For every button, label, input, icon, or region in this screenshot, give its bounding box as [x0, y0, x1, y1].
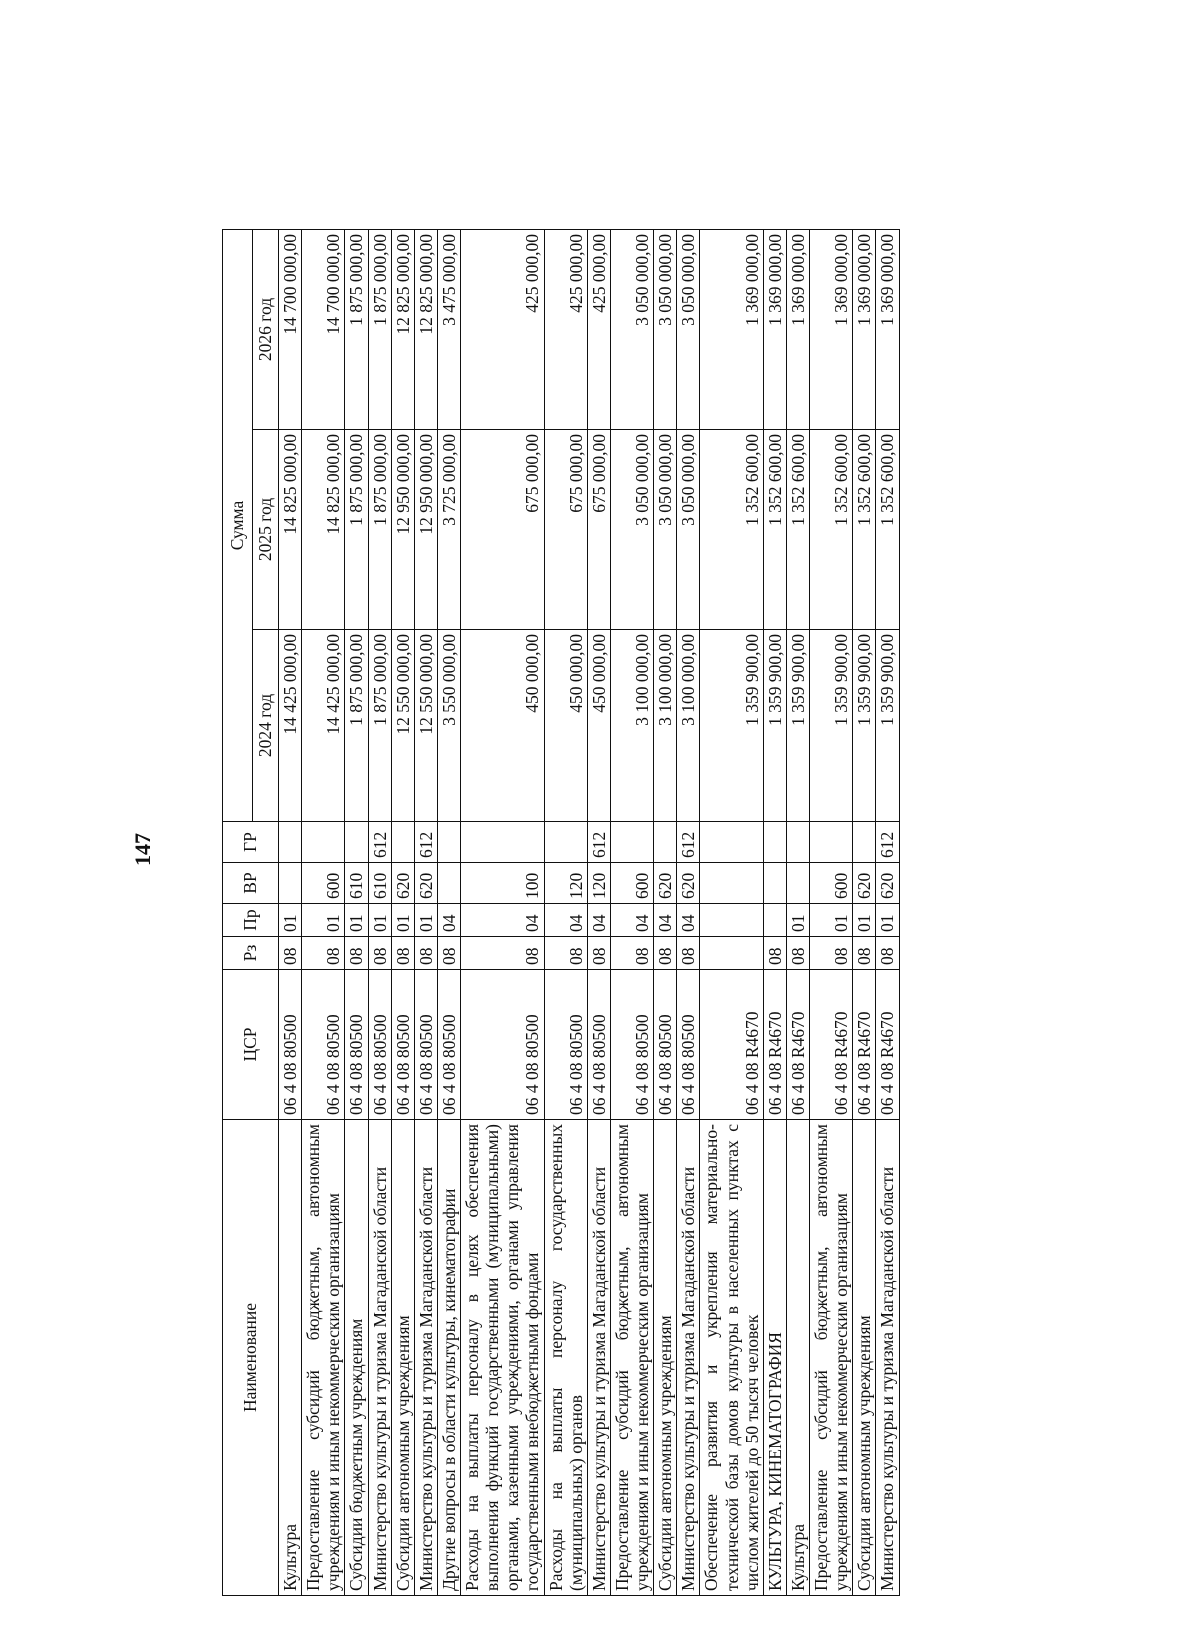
cell-rz: 08 — [853, 937, 876, 970]
cell-2024: 1 875 000,00 — [345, 630, 368, 822]
cell-2026: 12 825 000,00 — [391, 229, 414, 429]
cell-rz: 08 — [391, 937, 414, 970]
cell-pr: 04 — [654, 904, 677, 937]
cell-vr: 100 — [461, 863, 545, 904]
cell-rz: 08 — [876, 937, 899, 970]
cell-name: Культура — [279, 1120, 302, 1596]
cell-2026: 425 000,00 — [544, 229, 587, 429]
cell-pr: 01 — [391, 904, 414, 937]
cell-csr: 06 4 08 R4670 — [853, 970, 876, 1120]
table-row — [654, 229, 677, 1595]
cell-name: Министерство культуры и туризма Магаданской области — [876, 1120, 899, 1596]
cell-pr — [700, 904, 763, 937]
cell-vr: 620 — [876, 863, 899, 904]
cell-vr: 620 — [654, 863, 677, 904]
cell-vr: 120 — [544, 863, 587, 904]
cell-2026: 14 700 000,00 — [302, 229, 345, 429]
cell-2026: 3 050 000,00 — [610, 229, 653, 429]
cell-vr: 600 — [810, 863, 853, 904]
cell-2024: 1 359 900,00 — [786, 630, 809, 822]
cell-rz: 08 — [437, 937, 460, 970]
cell-2025: 1 352 600,00 — [700, 430, 763, 630]
cell-csr: 06 4 08 R4670 — [810, 970, 853, 1120]
cell-rz: 08 — [810, 937, 853, 970]
cell-2025: 3 050 000,00 — [677, 430, 700, 630]
cell-2024: 1 359 900,00 — [810, 630, 853, 822]
cell-gr — [610, 822, 653, 863]
cell-2026: 1 369 000,00 — [763, 229, 786, 429]
cell-pr: 01 — [786, 904, 809, 937]
cell-pr: 04 — [437, 904, 460, 937]
cell-gr: 612 — [677, 822, 700, 863]
cell-rz: 08 — [279, 937, 302, 970]
cell-vr: 600 — [610, 863, 653, 904]
cell-rz — [700, 937, 763, 970]
cell-csr: 06 4 08 R4670 — [700, 970, 763, 1120]
cell-csr: 06 4 08 80500 — [461, 970, 545, 1120]
cell-rz: 08 — [786, 937, 809, 970]
cell-csr: 06 4 08 80500 — [437, 970, 460, 1120]
cell-gr — [345, 822, 368, 863]
cell-2026: 14 700 000,00 — [279, 229, 302, 429]
cell-2024: 1 359 900,00 — [853, 630, 876, 822]
header-vr: ВР — [223, 863, 279, 904]
cell-csr: 06 4 08 80500 — [654, 970, 677, 1120]
cell-pr: 01 — [853, 904, 876, 937]
cell-2025: 3 725 000,00 — [437, 430, 460, 630]
header-rz: Рз — [223, 937, 279, 970]
table-row — [461, 229, 545, 1595]
cell-vr: 620 — [414, 863, 437, 904]
cell-2024: 1 359 900,00 — [700, 630, 763, 822]
table-row — [368, 229, 391, 1595]
cell-2024: 14 425 000,00 — [279, 630, 302, 822]
cell-name: Расходы на выплаты персоналу в целях обеспечения выполнения функций государственными (муниципальными) органами, казенными учреждениями, органами управления государственными внебюджетными фондами — [461, 1120, 545, 1596]
cell-gr — [763, 822, 786, 863]
cell-2026: 1 369 000,00 — [810, 229, 853, 429]
cell-gr — [544, 822, 587, 863]
cell-name: Министерство культуры и туризма Магаданской области — [414, 1120, 437, 1596]
cell-2025: 3 050 000,00 — [610, 430, 653, 630]
table-row — [279, 229, 302, 1595]
cell-2025: 1 352 600,00 — [853, 430, 876, 630]
table-body — [279, 229, 900, 1595]
header-csr: ЦСР — [223, 970, 279, 1120]
table-row — [876, 229, 899, 1595]
cell-name: Субсидии автономным учреждениям — [654, 1120, 677, 1596]
cell-gr: 612 — [414, 822, 437, 863]
cell-pr — [763, 904, 786, 937]
cell-csr: 06 4 08 80500 — [368, 970, 391, 1120]
cell-vr: 610 — [368, 863, 391, 904]
table-row — [414, 229, 437, 1595]
cell-rz: 08 — [461, 937, 545, 970]
cell-2024: 14 425 000,00 — [302, 630, 345, 822]
cell-csr: 06 4 08 80500 — [677, 970, 700, 1120]
cell-name: Предоставление субсидий бюджетным, автономным учреждениям и иным некоммерческим организациям — [302, 1120, 345, 1596]
cell-name: Субсидии автономным учреждениям — [391, 1120, 414, 1596]
cell-csr: 06 4 08 R4670 — [763, 970, 786, 1120]
cell-rz: 08 — [302, 937, 345, 970]
cell-2024: 450 000,00 — [461, 630, 545, 822]
cell-2024: 450 000,00 — [587, 630, 610, 822]
table-row — [853, 229, 876, 1595]
cell-csr: 06 4 08 R4670 — [786, 970, 809, 1120]
cell-name: Предоставление субсидий бюджетным, автономным учреждениям и иным некоммерческим организациям — [610, 1120, 653, 1596]
cell-csr: 06 4 08 80500 — [610, 970, 653, 1120]
cell-2024: 1 359 900,00 — [763, 630, 786, 822]
cell-csr: 06 4 08 80500 — [414, 970, 437, 1120]
cell-name: Расходы на выплаты персоналу государственных (муниципальных) органов — [544, 1120, 587, 1596]
cell-2026: 1 369 000,00 — [876, 229, 899, 429]
cell-2026: 1 369 000,00 — [786, 229, 809, 429]
cell-2025: 12 950 000,00 — [414, 430, 437, 630]
header-year-2024: 2024 год — [253, 630, 279, 822]
cell-gr — [654, 822, 677, 863]
cell-2024: 3 100 000,00 — [677, 630, 700, 822]
cell-gr: 612 — [876, 822, 899, 863]
cell-pr: 04 — [677, 904, 700, 937]
cell-pr: 01 — [876, 904, 899, 937]
cell-name: Культура — [786, 1120, 809, 1596]
cell-csr: 06 4 08 80500 — [391, 970, 414, 1120]
cell-vr: 620 — [853, 863, 876, 904]
cell-2024: 450 000,00 — [544, 630, 587, 822]
cell-2026: 1 369 000,00 — [700, 229, 763, 429]
cell-csr: 06 4 08 80500 — [302, 970, 345, 1120]
cell-pr: 01 — [414, 904, 437, 937]
cell-2025: 675 000,00 — [461, 430, 545, 630]
table-row — [391, 229, 414, 1595]
table-row — [763, 229, 786, 1595]
cell-2024: 1 359 900,00 — [876, 630, 899, 822]
cell-rz: 08 — [763, 937, 786, 970]
cell-pr: 04 — [587, 904, 610, 937]
header-sum: Сумма — [223, 229, 253, 821]
cell-gr — [302, 822, 345, 863]
cell-gr: 612 — [368, 822, 391, 863]
table-row — [700, 229, 763, 1595]
table-row — [610, 229, 653, 1595]
cell-rz: 08 — [368, 937, 391, 970]
table-row — [302, 229, 345, 1595]
cell-name: Субсидии автономным учреждениям — [853, 1120, 876, 1596]
cell-name: Обеспечение развития и укрепления материально-технической базы домов культуры в населенных пунктах с числом жителей до 50 тысяч человек — [700, 1120, 763, 1596]
cell-csr: 06 4 08 R4670 — [876, 970, 899, 1120]
table-row — [810, 229, 853, 1595]
cell-vr — [786, 863, 809, 904]
cell-2026: 3 475 000,00 — [437, 229, 460, 429]
cell-pr: 01 — [279, 904, 302, 937]
budget-table — [222, 229, 900, 1596]
cell-2026: 1 875 000,00 — [368, 229, 391, 429]
cell-pr: 01 — [368, 904, 391, 937]
table-row — [345, 229, 368, 1595]
table-row — [544, 229, 587, 1595]
cell-2026: 425 000,00 — [587, 229, 610, 429]
budget-table-container — [222, 230, 900, 1596]
cell-2025: 675 000,00 — [587, 430, 610, 630]
page-number: 147 — [130, 833, 155, 866]
cell-csr: 06 4 08 80500 — [345, 970, 368, 1120]
cell-2025: 14 825 000,00 — [302, 430, 345, 630]
cell-2026: 425 000,00 — [461, 229, 545, 429]
cell-vr: 610 — [345, 863, 368, 904]
cell-name: Другие вопросы в области культуры, кинематографии — [437, 1120, 460, 1596]
cell-2024: 3 550 000,00 — [437, 630, 460, 822]
cell-pr: 01 — [345, 904, 368, 937]
cell-rz: 08 — [654, 937, 677, 970]
cell-pr: 04 — [461, 904, 545, 937]
cell-2025: 1 875 000,00 — [345, 430, 368, 630]
cell-2025: 1 875 000,00 — [368, 430, 391, 630]
cell-vr: 120 — [587, 863, 610, 904]
cell-2026: 1 369 000,00 — [853, 229, 876, 429]
cell-gr — [279, 822, 302, 863]
cell-2024: 3 100 000,00 — [654, 630, 677, 822]
cell-vr — [437, 863, 460, 904]
cell-gr: 612 — [587, 822, 610, 863]
cell-2026: 1 875 000,00 — [345, 229, 368, 429]
cell-2026: 3 050 000,00 — [677, 229, 700, 429]
cell-name: КУЛЬТУРА, КИНЕМАТОГРАФИЯ — [763, 1120, 786, 1596]
cell-name: Министерство культуры и туризма Магаданской области — [587, 1120, 610, 1596]
cell-name: Министерство культуры и туризма Магаданской области — [677, 1120, 700, 1596]
cell-2025: 12 950 000,00 — [391, 430, 414, 630]
cell-gr — [810, 822, 853, 863]
header-year-2025: 2025 год — [253, 430, 279, 630]
cell-rz: 08 — [587, 937, 610, 970]
cell-vr: 620 — [391, 863, 414, 904]
table-row — [677, 229, 700, 1595]
cell-2025: 1 352 600,00 — [876, 430, 899, 630]
cell-2025: 675 000,00 — [544, 430, 587, 630]
cell-gr — [786, 822, 809, 863]
cell-2026: 12 825 000,00 — [414, 229, 437, 429]
cell-rz: 08 — [414, 937, 437, 970]
cell-2025: 1 352 600,00 — [810, 430, 853, 630]
cell-pr: 01 — [810, 904, 853, 937]
cell-2025: 1 352 600,00 — [786, 430, 809, 630]
cell-vr — [700, 863, 763, 904]
header-gr: ГР — [223, 822, 279, 863]
cell-name: Предоставление субсидий бюджетным, автономным учреждениям и иным некоммерческим организациям — [810, 1120, 853, 1596]
cell-rz: 08 — [345, 937, 368, 970]
cell-gr — [391, 822, 414, 863]
header-year-2026: 2026 год — [253, 229, 279, 429]
table-row — [437, 229, 460, 1595]
cell-2025: 14 825 000,00 — [279, 430, 302, 630]
cell-csr: 06 4 08 80500 — [279, 970, 302, 1120]
cell-rz: 08 — [610, 937, 653, 970]
cell-pr: 04 — [544, 904, 587, 937]
cell-name: Министерство культуры и туризма Магаданской области — [368, 1120, 391, 1596]
cell-vr: 600 — [302, 863, 345, 904]
cell-vr — [763, 863, 786, 904]
cell-csr: 06 4 08 80500 — [544, 970, 587, 1120]
cell-gr — [700, 822, 763, 863]
cell-pr: 01 — [302, 904, 345, 937]
cell-2025: 3 050 000,00 — [654, 430, 677, 630]
cell-2024: 12 550 000,00 — [391, 630, 414, 822]
cell-name: Субсидии бюджетным учреждениям — [345, 1120, 368, 1596]
cell-2026: 3 050 000,00 — [654, 229, 677, 429]
table-row — [786, 229, 809, 1595]
header-name: Наименование — [223, 1120, 279, 1596]
cell-csr: 06 4 08 80500 — [587, 970, 610, 1120]
cell-gr — [461, 822, 545, 863]
cell-vr — [279, 863, 302, 904]
cell-gr — [853, 822, 876, 863]
cell-2025: 1 352 600,00 — [763, 430, 786, 630]
cell-gr — [437, 822, 460, 863]
cell-2024: 12 550 000,00 — [414, 630, 437, 822]
cell-2024: 3 100 000,00 — [610, 630, 653, 822]
cell-rz: 08 — [677, 937, 700, 970]
cell-rz: 08 — [544, 937, 587, 970]
header-pr: Пр — [223, 904, 279, 937]
cell-pr: 04 — [610, 904, 653, 937]
cell-vr: 620 — [677, 863, 700, 904]
table-row — [587, 229, 610, 1595]
cell-2024: 1 875 000,00 — [368, 630, 391, 822]
